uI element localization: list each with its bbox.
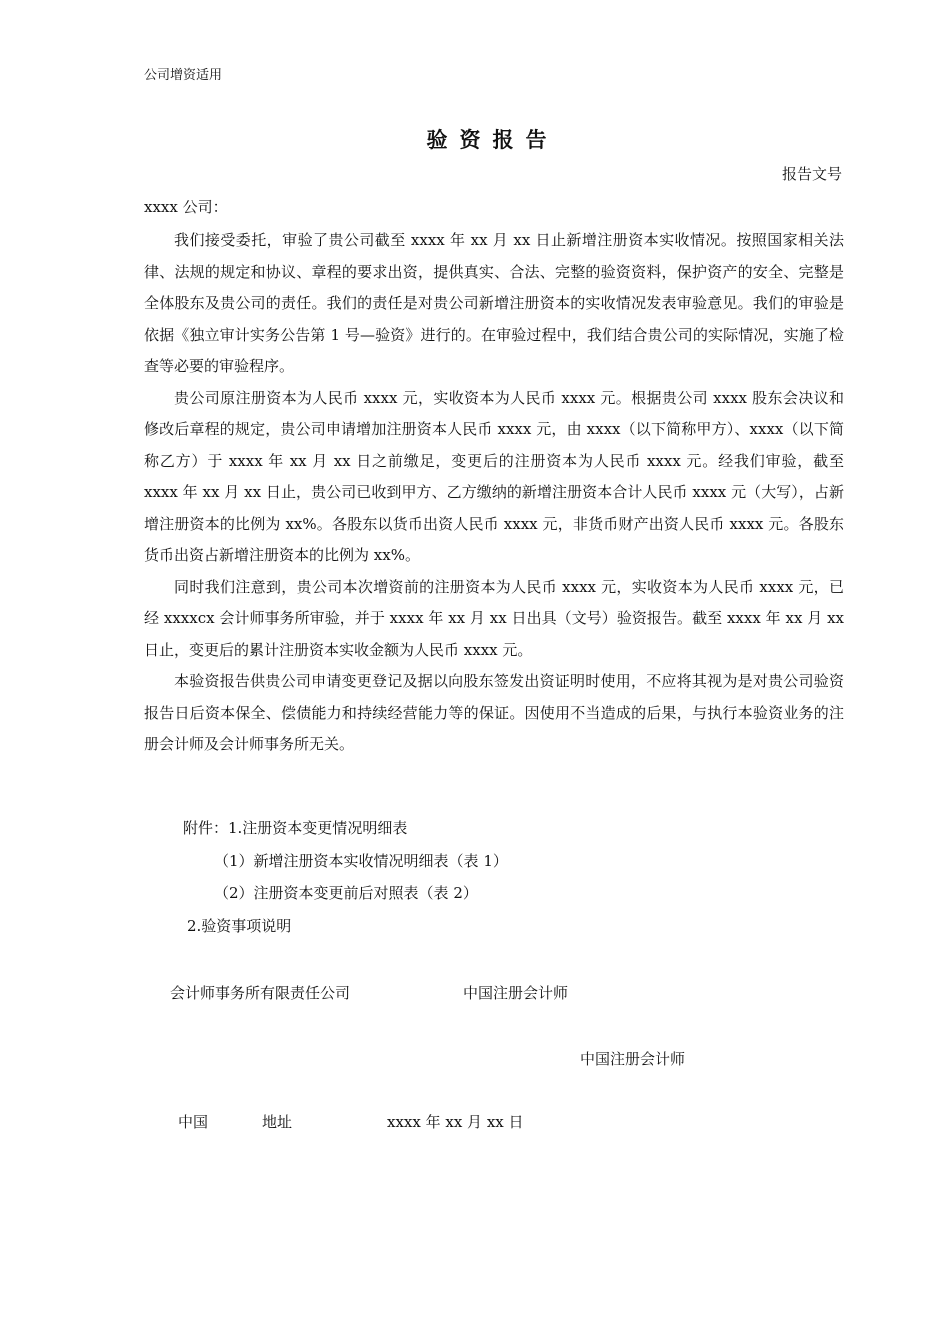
document-title: 验资报告	[426, 127, 559, 152]
body-paragraph: 我们接受委托，审验了贵公司截至 xxxx 年 xx 月 xx 日止新增注册资本实收情况。按照国家相关法律、法规的规定和协议、章程的要求出资，提供真实、合法、完整的验资资料，保护资产的安全、完整是全体股东及贵公司的责任。我们的责任是对贵公司新增注册资本的实收情况发表审验意见。我们的审验是依据《独立审计实务公告第 1 号—验资》进行的。在审验过程中，我们结合贵公司的实际情况，实施了检查等必要的审验程序。	[144, 231, 844, 375]
signature-firm: 会计师事务所有限责任公司	[170, 984, 351, 1002]
attachment-item: 2.验资事项说明	[187, 917, 292, 935]
attachment-heading: 附件：1.注册资本变更情况明细表	[183, 819, 408, 837]
footer-date: xxxx 年 xx 月 xx 日	[387, 1113, 524, 1131]
signature-cpa: 中国注册会计师	[463, 984, 569, 1002]
attachment-item: （2）注册资本变更前后对照表（表 2）	[214, 884, 478, 902]
report-number-label: 报告文号	[781, 165, 842, 183]
report-body	[144, 225, 844, 761]
footer-address: 地址	[262, 1113, 293, 1131]
body-paragraph: 同时我们注意到，贵公司本次增资前的注册资本为人民币 xxxx 元，实收资本为人民币 xxxx 元，已经 xxxxcx 会计师事务所审验，并于 xxxx 年 xx 月 xx 日出具（文号）验资报告。截至 xxxx 年 xx 月 xx 日止，变更后的累计注册资本实收金额为人民币 xxxx 元。	[144, 577, 844, 659]
addressee: xxxx 公司：	[144, 198, 228, 216]
body-paragraph: 贵公司原注册资本为人民币 xxxx 元，实收资本为人民币 xxxx 元。根据贵公司 xxxx 股东会决议和修改后章程的规定，贵公司申请增加注册资本人民币 xxxx 元，由 xxxx（以下简称甲方）、xxxx（以下简称乙方）于 xxxx 年 xx 月 xx 日之前缴足，变更后的注册资本为人民币 xxxx 元。经我们审验，截至 xxxx 年 xx 月 xx 日止，贵公司已收到甲方、乙方缴纳的新增注册资本合计人民币 xxxx 元（大写），占新增注册资本的比例为 xx%。各股东以货币出资人民币 xxxx 元，非货币财产出资人民币 xxxx 元。各股东货币出资占新增注册资本的比例为 xx%。	[144, 388, 844, 564]
body-paragraph: 本验资报告供贵公司申请变更登记及据以向股东签发出资证明时使用，不应将其视为是对贵公司验资报告日后资本保全、偿债能力和持续经营能力等的保证。因使用不当造成的后果，与执行本验资业务的注册会计师及会计师事务所无关。	[144, 672, 844, 753]
attachment-item: （1）新增注册资本实收情况明细表（表 1）	[214, 852, 508, 870]
footer-country: 中国	[178, 1113, 209, 1131]
header-note: 公司增资适用	[144, 68, 223, 83]
signature-cpa: 中国注册会计师	[580, 1050, 686, 1068]
